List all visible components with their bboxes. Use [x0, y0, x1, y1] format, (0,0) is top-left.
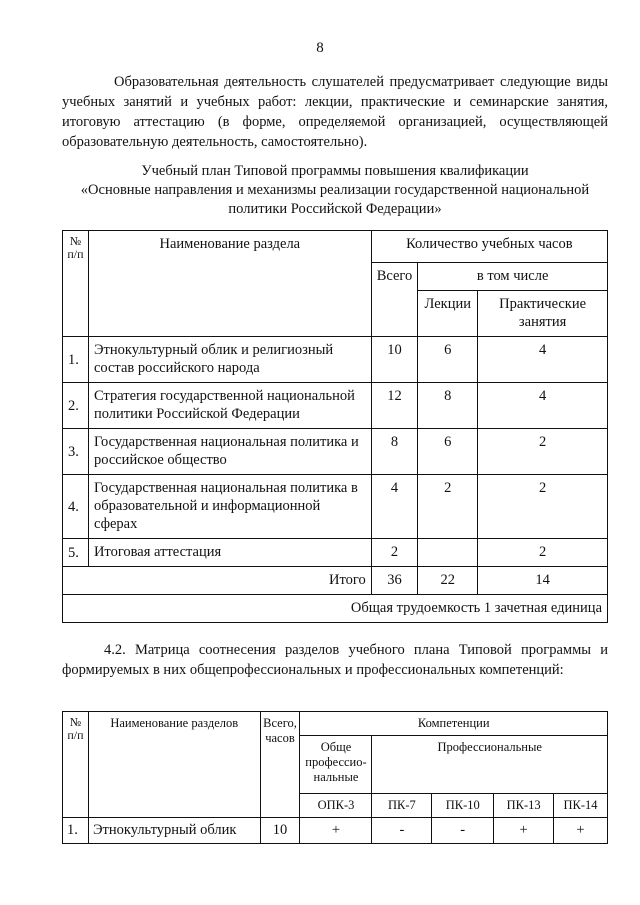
matrix-row-num: 1. — [63, 818, 89, 844]
total-practice: 14 — [478, 567, 608, 595]
plan-title-line-1: Учебный план Типовой программы повышения квалификации — [141, 163, 529, 179]
header-section-name: Наименование раздела — [88, 231, 371, 337]
matrix-mark: + — [554, 818, 608, 844]
total-hours: 36 — [371, 567, 418, 595]
table-row — [63, 475, 608, 539]
row-lectures: 6 — [418, 337, 478, 383]
row-num: 3. — [63, 429, 89, 475]
total-row — [63, 567, 608, 595]
row-num: 4. — [63, 475, 89, 539]
row-name: Итоговая аттестация — [88, 539, 371, 567]
matrix-code-pk13: ПК-13 — [494, 794, 554, 818]
row-lectures: 6 — [418, 429, 478, 475]
page-number: 8 — [316, 40, 324, 56]
matrix-row-hours: 10 — [260, 818, 300, 844]
row-num: 2. — [63, 383, 89, 429]
matrix-mark: + — [300, 818, 372, 844]
workload-note: Общая трудоемкость 1 зачетная единица — [63, 595, 608, 623]
header-including: в том числе — [418, 263, 608, 291]
table-row — [63, 429, 608, 475]
row-name: Этнокультурный облик и религиозный состав российского народа — [88, 337, 371, 383]
matrix-header-num: № п/п — [63, 712, 89, 818]
table-row — [63, 337, 608, 383]
header-hours: Количество учебных часов — [371, 231, 607, 263]
table-row — [63, 539, 608, 567]
matrix-header-hours: Всего, часов — [260, 712, 300, 818]
row-lectures: 2 — [418, 475, 478, 539]
matrix-header-name: Наименование разделов — [88, 712, 260, 818]
row-total: 2 — [371, 539, 418, 567]
matrix-paragraph: 4.2. Матрица соотнесения разделов учебного плана Типовой программы и формируемых в них общепрофессиональных и профессиональных компетенций: — [62, 642, 608, 678]
intro-paragraph: Образовательная деятельность слушателей предусматривает следующие виды учебных занятий и учебных работ: лекции, практические и семинарские занятия, итоговую аттестацию (в форме, определяемой организацией, осуществляющей образовательную деятельность, самостоятельно). — [62, 74, 608, 150]
row-practice: 2 — [478, 475, 608, 539]
row-name: Стратегия государственной национальной политики Российской Федерации — [88, 383, 371, 429]
matrix-mark: - — [372, 818, 432, 844]
row-practice: 4 — [478, 337, 608, 383]
matrix-code-opk3: ОПК-3 — [300, 794, 372, 818]
competency-matrix-table — [62, 711, 608, 844]
row-name: Государственная национальная политика и российское общество — [88, 429, 371, 475]
matrix-row-name: Этнокультурный облик — [88, 818, 260, 844]
curriculum-table — [62, 230, 608, 623]
row-lectures — [418, 539, 478, 567]
table-row — [63, 818, 608, 844]
header-practice: Практические занятия — [478, 291, 608, 337]
plan-title — [62, 162, 608, 219]
plan-title-line-3: политики Российской Федерации» — [228, 201, 442, 217]
matrix-code-pk14: ПК-14 — [554, 794, 608, 818]
header-total: Всего — [371, 263, 418, 337]
matrix-header-competencies: Компетенции — [300, 712, 608, 736]
matrix-code-pk7: ПК-7 — [372, 794, 432, 818]
row-total: 8 — [371, 429, 418, 475]
matrix-mark: - — [432, 818, 494, 844]
matrix-header-professional: Профессиональные — [372, 736, 608, 794]
row-practice: 4 — [478, 383, 608, 429]
row-num: 5. — [63, 539, 89, 567]
total-label: Итого — [63, 567, 372, 595]
total-lectures: 22 — [418, 567, 478, 595]
row-total: 10 — [371, 337, 418, 383]
row-name: Государственная национальная политика в образовательной и информационной сферах — [88, 475, 371, 539]
table-row — [63, 383, 608, 429]
row-total: 4 — [371, 475, 418, 539]
matrix-mark: + — [494, 818, 554, 844]
footer-row — [63, 595, 608, 623]
plan-title-line-2: «Основные направления и механизмы реализации государственной национальной — [80, 182, 590, 198]
matrix-header-general: Обще профессио- нальные — [300, 736, 372, 794]
matrix-code-pk10: ПК-10 — [432, 794, 494, 818]
header-num: № п/п — [63, 231, 89, 337]
row-practice: 2 — [478, 539, 608, 567]
row-lectures: 8 — [418, 383, 478, 429]
row-practice: 2 — [478, 429, 608, 475]
header-lectures: Лекции — [418, 291, 478, 337]
row-total: 12 — [371, 383, 418, 429]
row-num: 1. — [63, 337, 89, 383]
